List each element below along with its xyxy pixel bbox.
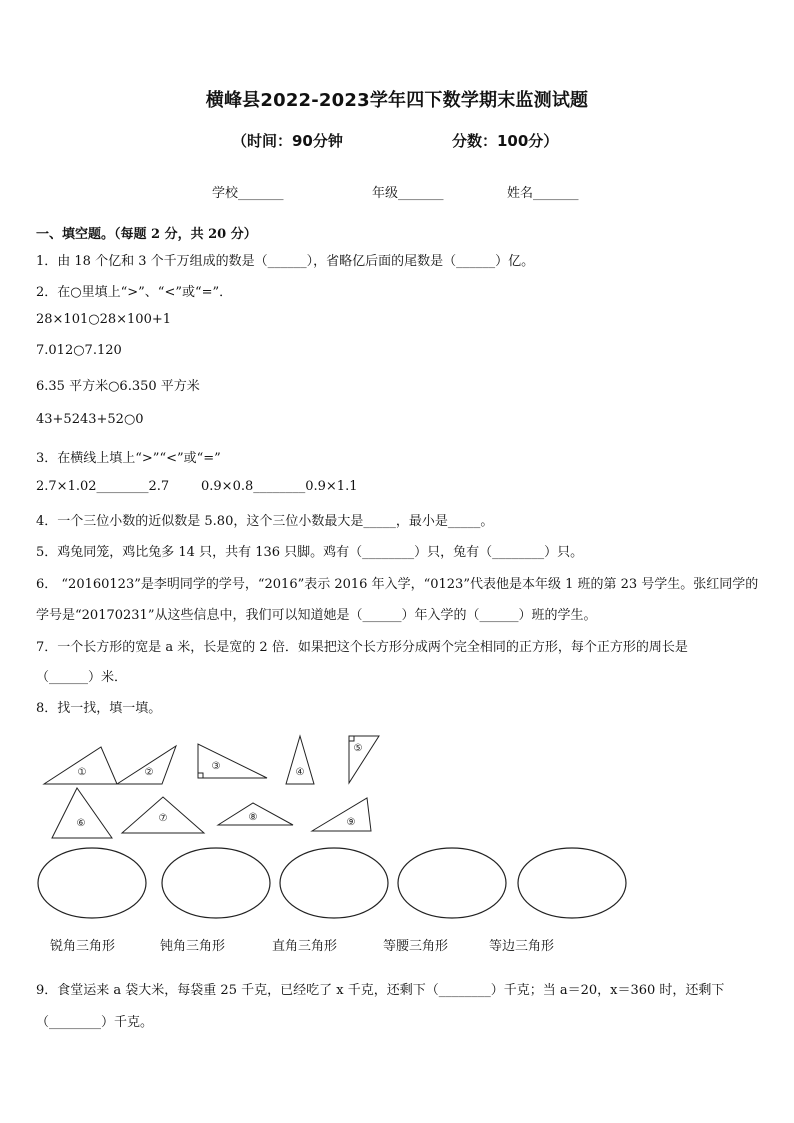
triangle-label-3: ③ <box>211 761 221 772</box>
triangle-label-9: ⑨ <box>346 817 356 828</box>
question-2-item: 7.012○7.120 <box>36 343 122 358</box>
triangle-label-6: ⑥ <box>76 818 86 829</box>
right-angle-mark-5 <box>349 736 354 741</box>
question-2-item: 28×101○28×100+1 <box>36 312 172 327</box>
triangle-label-1: ① <box>77 767 87 778</box>
answer-oval-equilateral <box>518 848 626 918</box>
grade-field[interactable]: 年级_______ <box>372 186 444 201</box>
triangle-6 <box>52 788 112 838</box>
triangle-label-4: ④ <box>295 767 305 778</box>
answer-oval-acute <box>38 848 146 918</box>
right-angle-mark-3 <box>198 773 203 778</box>
category-right: 直角三角形 <box>272 939 338 954</box>
question-3-prompt: 3．在横线上填上“>”“<”或“=” <box>36 451 221 466</box>
school-field[interactable]: 学校_______ <box>212 186 284 201</box>
page-title: 横峰县2022-2023学年四下数学期末监测试题 <box>205 90 589 111</box>
question-7-line2: （______）米． <box>36 670 128 685</box>
triangle-1 <box>44 747 117 784</box>
section-heading: 一、填空题。（每题 2 分，共 20 分） <box>36 227 257 242</box>
category-equilateral: 等边三角形 <box>489 939 555 954</box>
question-7-line1: 7．一个长方形的宽是 a 米，长是宽的 2 倍．如果把这个长方形分成两个完全相同的正方形，每个正方形的周长是 <box>36 640 688 655</box>
triangle-label-2: ② <box>144 767 154 778</box>
question-2-item: 6.35 平方米○6.350 平方米 <box>36 379 200 394</box>
question-8-prompt: 8．找一找，填一填。 <box>36 701 162 716</box>
answer-oval-right <box>280 848 388 918</box>
triangle-3 <box>198 744 267 778</box>
triangle-label-7: ⑦ <box>158 813 168 824</box>
question-3-item: 0.9×0.8________0.9×1.1 <box>201 479 358 494</box>
category-acute: 锐角三角形 <box>50 939 116 954</box>
answer-oval-obtuse <box>162 848 270 918</box>
triangle-label-8: ⑧ <box>248 812 258 823</box>
triangles-figure <box>0 725 794 940</box>
question-2-prompt: 2．在○里填上“>”、“<”或“=”． <box>36 285 233 300</box>
question-4: 4．一个三位小数的近似数是 5.80，这个三位小数最大是_____，最小是_____。 <box>36 514 494 529</box>
question-2-item: 43+5243+52○0 <box>36 412 144 427</box>
exam-time: （时间：90分钟 <box>232 132 343 150</box>
question-6-line1: 6． “20160123”是李明同学的学号，“2016”表示 2016 年入学，“0123”代表他是本年级 1 班的第 23 号学生。张红同学的 <box>36 577 759 592</box>
question-1: 1．由 18 个亿和 3 个千万组成的数是（______），省略亿后面的尾数是（______）亿。 <box>36 254 535 269</box>
exam-score: 分数：100分） <box>452 132 559 150</box>
category-isosceles: 等腰三角形 <box>383 939 449 954</box>
question-9-line1: 9．食堂运来 a 袋大米，每袋重 25 千克，已经吃了 x 千克，还剩下（________）千克；当 a＝20，x＝360 时，还剩下 <box>36 983 725 998</box>
question-5: 5．鸡兔同笼，鸡比兔多 14 只，共有 136 只脚。鸡有（________）只，兔有（________）只。 <box>36 545 584 560</box>
triangle-2 <box>117 746 176 784</box>
question-9-line2: （________）千克。 <box>36 1015 154 1030</box>
triangle-label-5: ⑤ <box>353 743 363 754</box>
name-field[interactable]: 姓名_______ <box>507 186 579 201</box>
question-6-line2: 学号是“20170231”从这些信息中，我们可以知道她是（______）年入学的（______）班的学生。 <box>36 608 597 623</box>
category-obtuse: 钝角三角形 <box>160 939 226 954</box>
answer-oval-isosceles <box>398 848 506 918</box>
question-3-item: 2.7×1.02________2.7 <box>36 479 170 494</box>
triangle-9 <box>312 798 371 831</box>
